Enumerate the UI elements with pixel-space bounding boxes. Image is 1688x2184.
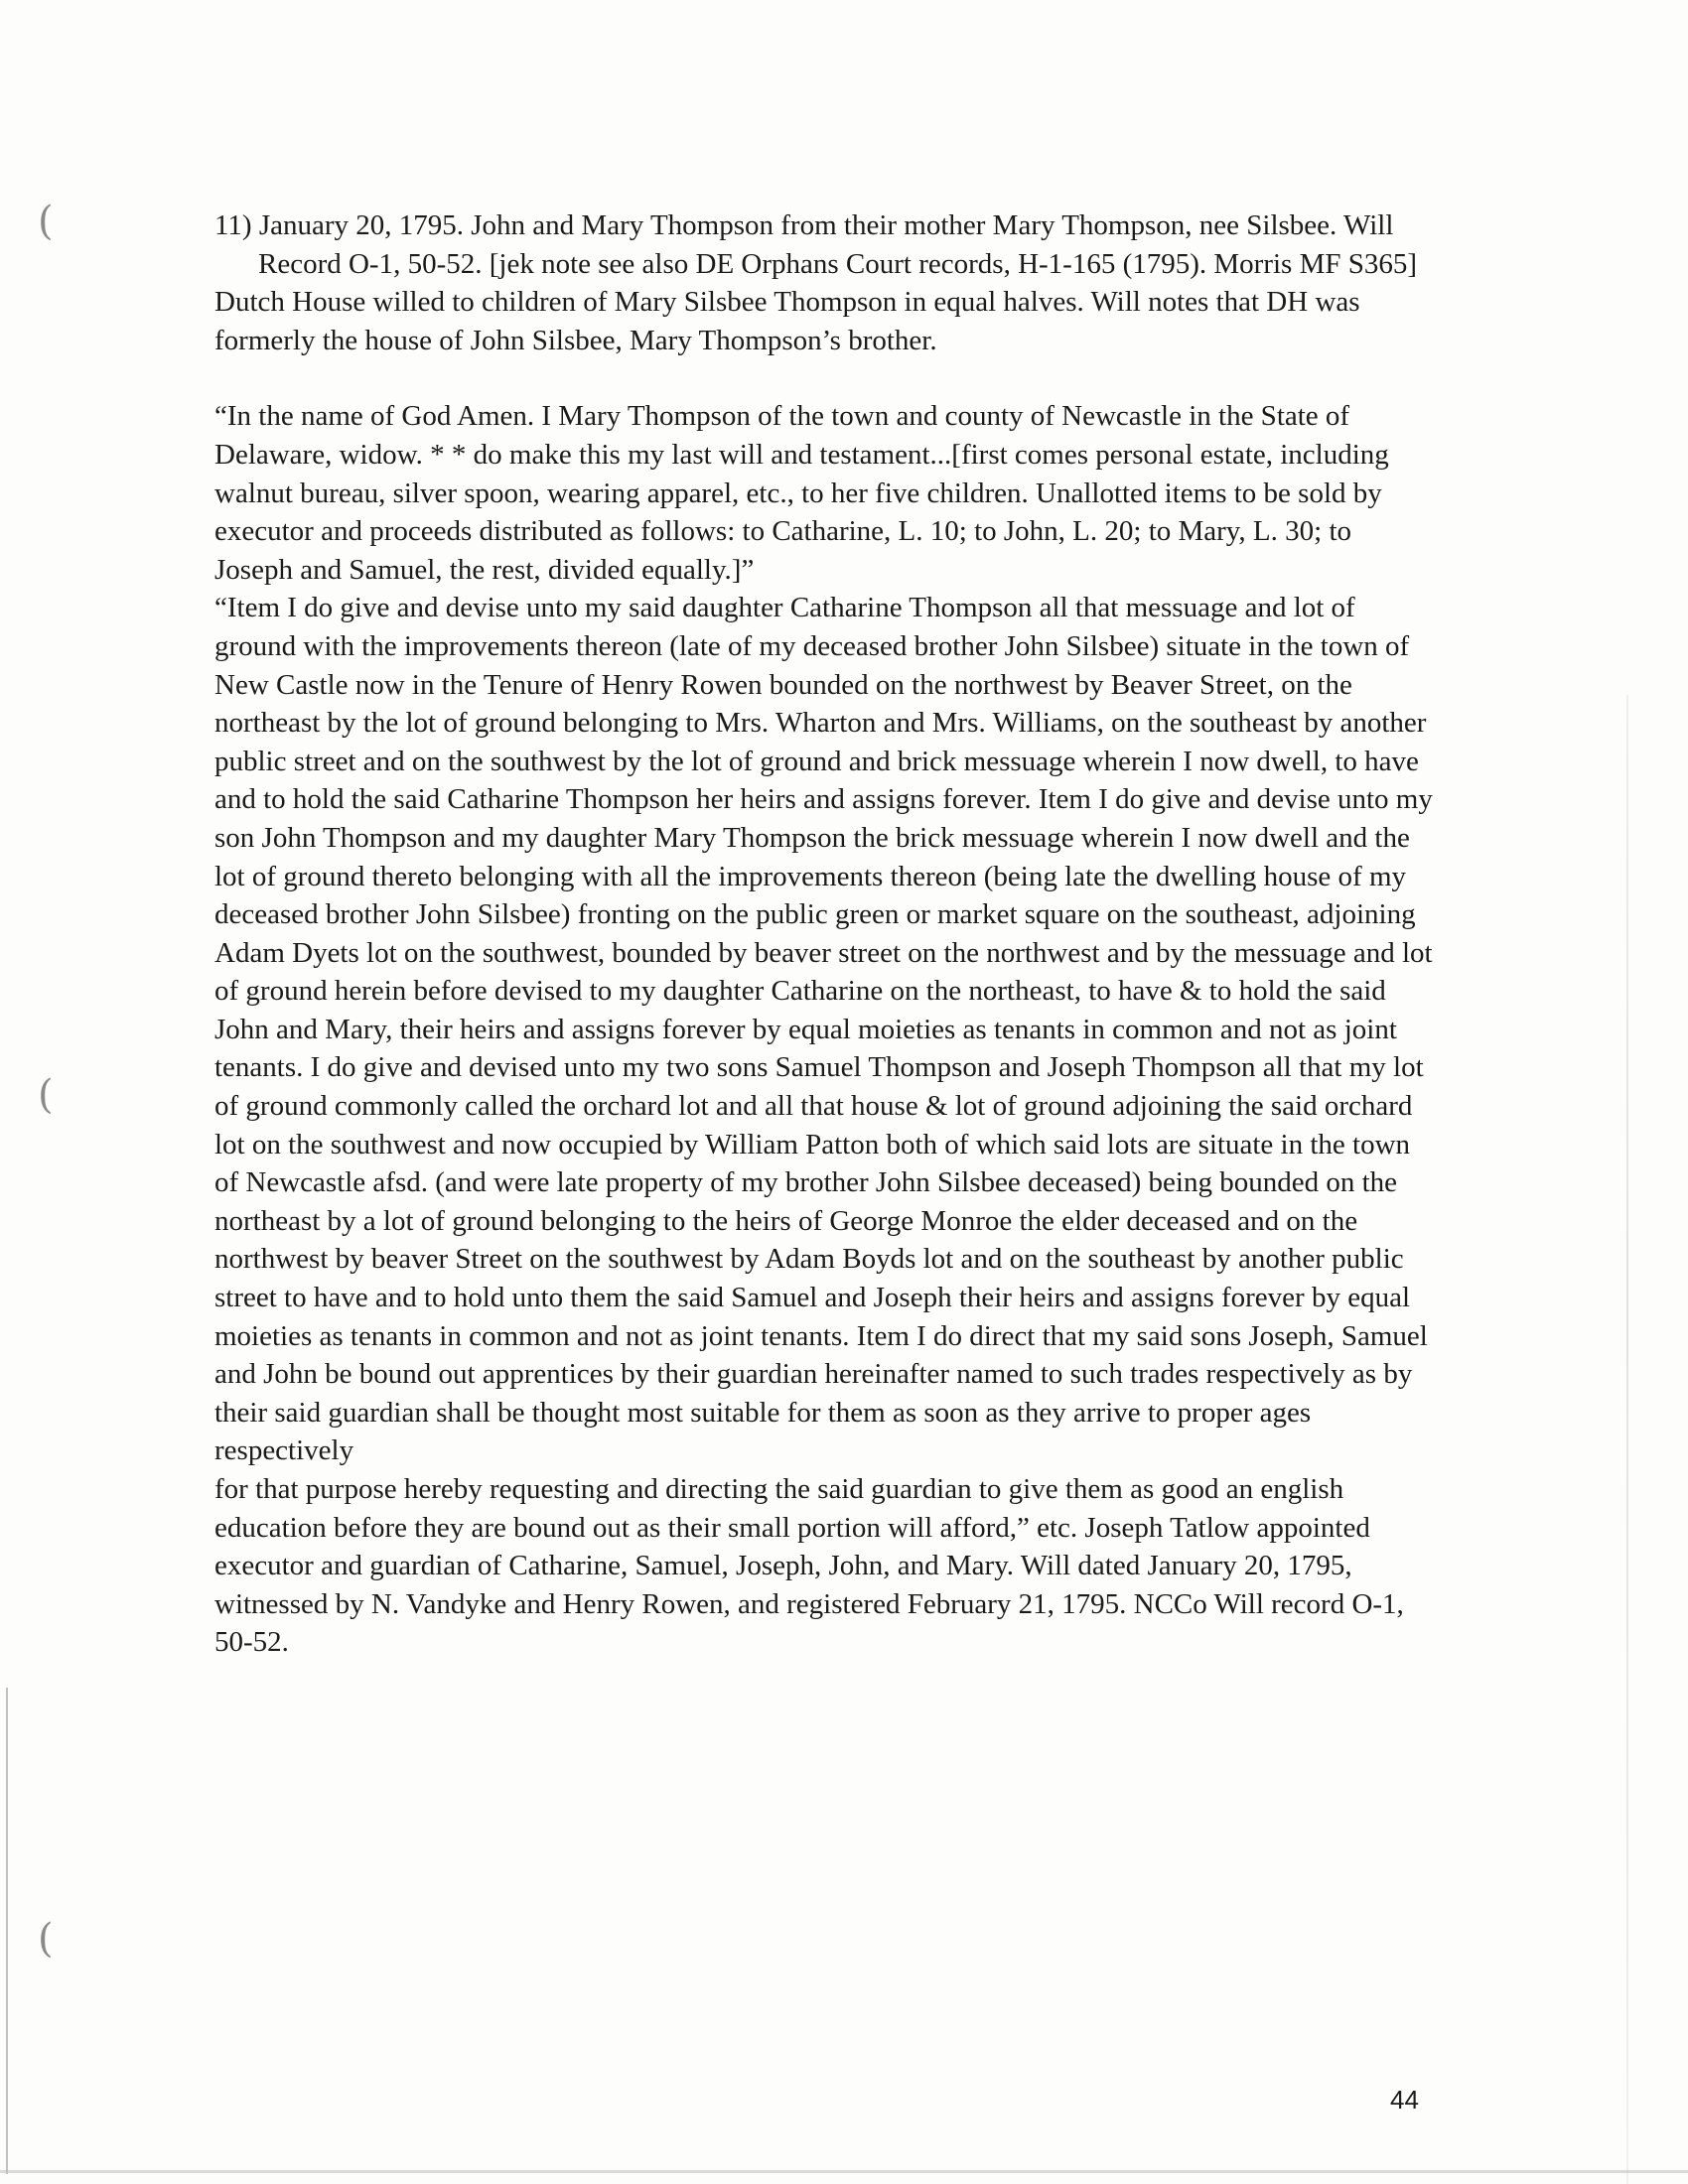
scan-edge-shadow-left	[6, 1688, 8, 2174]
margin-mark: (	[38, 1072, 54, 1118]
entry-summary: Dutch House willed to children of Mary Silsbee Thompson in equal halves. Will notes that DH was formerly the house of John Silsbee, Mary Thompson’s brother.	[214, 286, 1360, 356]
entry-heading: 11) January 20, 1795. John and Mary Thompson from their mother Mary Thompson, nee Silsbee. Will Record O-1, 50-52. [jek note see also DE Orphans Court records, H-1-165 (1795). Morris MF S365]	[214, 209, 1418, 280]
will-quote-closing: for that purpose hereby requesting and directing the said guardian to give them as good an english education before they are bound out as their small portion will afford,” etc. Joseph Tatlow appointed executor and guardian of Catharine, Samuel, Joseph, John, and Mary. Will dated January 20, 1795, witnessed by N. Vandyke and Henry Rowen, and registered February 21, 1795. NCCo Will record O-1, 50-52.	[214, 1473, 1404, 1659]
scan-edge-shadow-bottom	[0, 2170, 1688, 2173]
paragraph-gap	[214, 359, 1436, 397]
margin-mark: (	[38, 199, 54, 244]
page-number: 44	[1390, 2085, 1419, 2115]
margin-mark: (	[38, 1916, 54, 1962]
will-record-entry	[214, 206, 1436, 1662]
will-quote-devise: “Item I do give and devise unto my said daughter Catharine Thompson all that messuage and lot of ground with the improvements thereon (late of my deceased brother John Silsbee) situate in the town of New Castle now in the Tenure of Henry Rowen bounded on the northwest by Beaver Street, on the northeast by the lot of ground belonging to Mrs. Wharton and Mrs. Williams, on the southeast by another public street and on the southwest by the lot of ground and brick messuage wherein I now dwell, to have and to hold the said Catharine Thompson her heirs and assigns forever. Item I do give and devise unto my son John Thompson and my daughter Mary Thompson the brick messuage wherein I now dwell and the lot of ground thereto belonging with all the improvements thereon (being late the dwelling house of my deceased brother John Silsbee) fronting on the public green or market square on the southeast, adjoining Adam Dyets lot on the southwest, bounded by beaver street on the northwest and by the messuage and lot of ground herein before devised to my daughter Catharine on the northeast, to have & to hold the said John and Mary, their heirs and assigns forever by equal moieties as tenants in common and not as joint tenants. I do give and devised unto my two sons Samuel Thompson and Joseph Thompson all that my lot of ground commonly called the orchard lot and all that house & lot of ground adjoining the said orchard lot on the southwest and now occupied by William Patton both of which said lots are situate in the town of Newcastle afsd. (and were late property of my brother John Silsbee deceased) being bounded on the northeast by a lot of ground belonging to the heirs of George Monroe the elder deceased and on the northwest by beaver Street on the southwest by Adam Boyds lot and on the southeast by another public street to have and to hold unto them the said Samuel and Joseph their heirs and assigns forever by equal moieties as tenants in common and not as joint tenants. Item I do direct that my said sons Joseph, Samuel and John be bound out apprentices by their guardian hereinafter named to such trades respectively as by their said guardian shall be thought most suitable for them as soon as they arrive to proper ages respectively	[214, 592, 1433, 1467]
scan-edge-shadow-right	[1626, 695, 1628, 2184]
will-quote-opening: “In the name of God Amen. I Mary Thompson of the town and county of Newcastle in the State of Delaware, widow. * * do make this my last will and testament...[first comes personal estate, including walnut bureau, silver spoon, wearing apparel, etc., to her five children. Unallotted items to be sold by executor and proceeds distributed as follows: to Catharine, L. 10; to John, L. 20; to Mary, L. 30; to Joseph and Samuel, the rest, divided equally.]”	[214, 400, 1389, 586]
